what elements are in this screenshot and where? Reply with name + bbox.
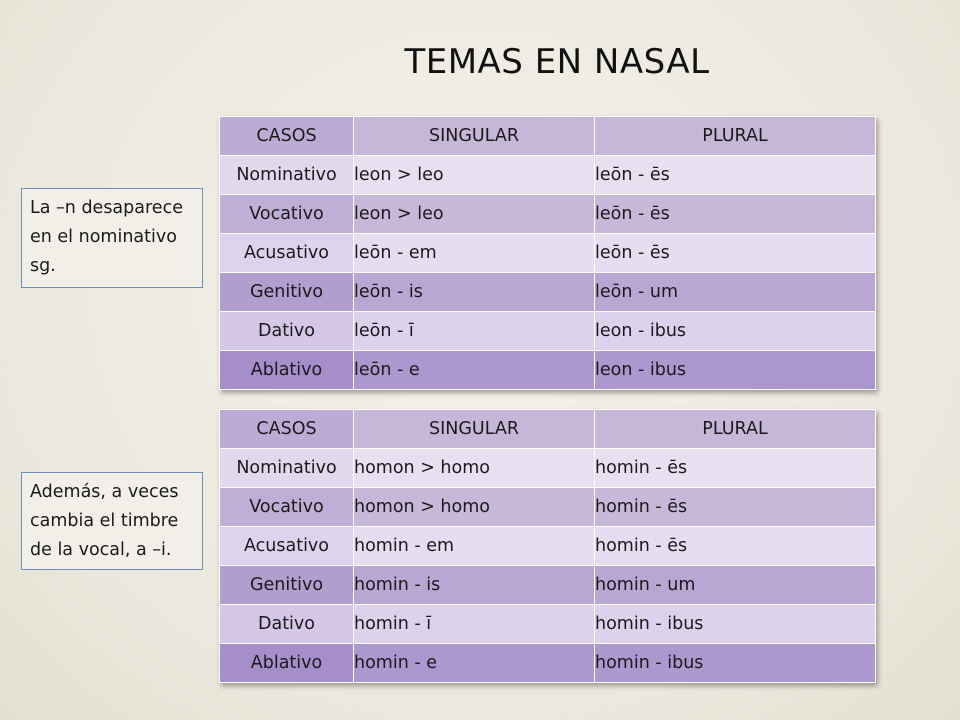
table-row-dativo: [220, 605, 876, 644]
table-row-vocativo: [220, 195, 876, 234]
plural-cell: leōn - ēs: [595, 195, 876, 234]
singular-cell: leōn - em: [354, 234, 595, 273]
table-row-nominativo: [220, 449, 876, 488]
singular-cell: leon > leo: [354, 156, 595, 195]
plural-cell: leon - ibus: [595, 351, 876, 390]
case-cell: Acusativo: [220, 234, 354, 273]
case-cell: Genitivo: [220, 566, 354, 605]
case-cell: Dativo: [220, 312, 354, 351]
plural-cell: homin - ibus: [595, 605, 876, 644]
plural-cell: homin - ēs: [595, 527, 876, 566]
singular-cell: homin - e: [354, 644, 595, 683]
plural-cell: homin - um: [595, 566, 876, 605]
plural-cell: leōn - ēs: [595, 234, 876, 273]
plural-cell: homin - ēs: [595, 488, 876, 527]
slide-title: TEMAS EN NASAL: [404, 42, 710, 82]
note-box-n-disappears: La –n desaparece en el nominativo sg.: [21, 188, 203, 288]
table-header-row: [220, 117, 876, 156]
plural-cell: leon - ibus: [595, 312, 876, 351]
singular-cell: homin - em: [354, 527, 595, 566]
table-header-row: [220, 410, 876, 449]
table-row-dativo: [220, 312, 876, 351]
singular-cell: homin - is: [354, 566, 595, 605]
case-cell: Nominativo: [220, 156, 354, 195]
header-plural: PLURAL: [595, 117, 876, 156]
header-casos: CASOS: [220, 410, 354, 449]
case-cell: Dativo: [220, 605, 354, 644]
case-cell: Genitivo: [220, 273, 354, 312]
case-cell: Acusativo: [220, 527, 354, 566]
singular-cell: leon > leo: [354, 195, 595, 234]
table-row-ablativo: [220, 644, 876, 683]
case-cell: Ablativo: [220, 644, 354, 683]
plural-cell: homin - ēs: [595, 449, 876, 488]
header-singular: SINGULAR: [354, 410, 595, 449]
table-row-vocativo: [220, 488, 876, 527]
plural-cell: leōn - um: [595, 273, 876, 312]
singular-cell: leōn - e: [354, 351, 595, 390]
table-row-nominativo: [220, 156, 876, 195]
declension-table-homo: [219, 409, 876, 683]
table-row-acusativo: [220, 234, 876, 273]
table-row-ablativo: [220, 351, 876, 390]
table-row-acusativo: [220, 527, 876, 566]
singular-cell: leōn - ī: [354, 312, 595, 351]
plural-cell: homin - ibus: [595, 644, 876, 683]
table-row-genitivo: [220, 273, 876, 312]
singular-cell: homon > homo: [354, 449, 595, 488]
singular-cell: homon > homo: [354, 488, 595, 527]
header-casos: CASOS: [220, 117, 354, 156]
table-row-genitivo: [220, 566, 876, 605]
case-cell: Vocativo: [220, 195, 354, 234]
header-singular: SINGULAR: [354, 117, 595, 156]
case-cell: Ablativo: [220, 351, 354, 390]
plural-cell: leōn - ēs: [595, 156, 876, 195]
case-cell: Nominativo: [220, 449, 354, 488]
note-box-vowel-change: Además, a veces cambia el timbre de la vocal, a –i.: [21, 472, 203, 570]
case-cell: Vocativo: [220, 488, 354, 527]
header-plural: PLURAL: [595, 410, 876, 449]
declension-table-leo: [219, 116, 876, 390]
singular-cell: leōn - is: [354, 273, 595, 312]
singular-cell: homin - ī: [354, 605, 595, 644]
